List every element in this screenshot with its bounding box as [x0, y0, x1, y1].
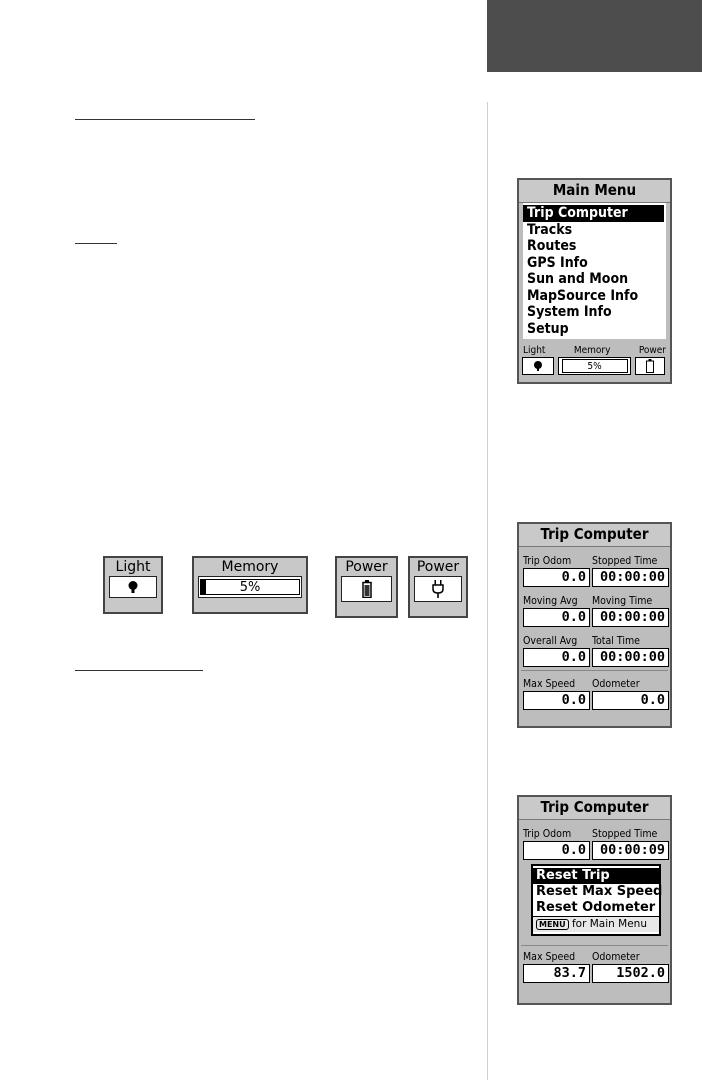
power-box [341, 576, 392, 602]
power-label: Power [345, 559, 388, 575]
odometer-value: 0.0 [592, 691, 669, 710]
bulb-icon [127, 580, 139, 594]
trip-odom-label: Trip Odom [523, 828, 572, 840]
menu-item-trip-computer[interactable]: Trip Computer [523, 205, 664, 222]
stopped-time-label: Stopped Time [592, 828, 658, 840]
light-label: Light [115, 559, 151, 575]
max-speed-label: Max Speed [523, 678, 576, 690]
heading-rule [75, 670, 203, 671]
power-external-closeup [408, 556, 468, 618]
power-box [414, 576, 462, 602]
bulb-icon [533, 360, 543, 372]
overall-avg-label: Overall Avg [523, 635, 578, 647]
overall-avg-value: 0.0 [523, 648, 590, 667]
total-time-label: Total Time [592, 635, 640, 647]
menu-hint [533, 916, 659, 932]
menu-item-gps-info[interactable]: GPS Info [527, 254, 588, 271]
stopped-time-value: 00:00:09 [592, 841, 669, 860]
light-label: Light [523, 345, 546, 356]
screen-title: Main Menu [519, 180, 670, 203]
memory-label: Memory [573, 345, 611, 356]
reset-trip-option[interactable]: Reset Trip [533, 868, 659, 884]
menu-item-mapsource-info[interactable]: MapSource Info [527, 287, 639, 304]
menu-item-system-info[interactable]: System Info [527, 304, 612, 320]
divider [521, 670, 668, 671]
menu-item-setup[interactable]: Setup [527, 320, 569, 337]
chapter-tab [487, 0, 702, 72]
menu-item-tracks[interactable]: Tracks [527, 221, 573, 238]
menu-item-sun-and-moon[interactable]: Sun and Moon [527, 271, 629, 287]
total-time-value: 00:00:00 [592, 648, 669, 667]
moving-time-value: 00:00:00 [592, 608, 669, 627]
odometer-label: Odometer [592, 951, 640, 963]
trip-odom-value: 0.0 [523, 568, 590, 587]
trip-computer-screen [517, 522, 672, 728]
max-speed-value: 0.0 [523, 691, 590, 710]
screen-title: Trip Computer [519, 524, 670, 547]
light-box [109, 576, 157, 598]
light-field[interactable] [522, 357, 554, 375]
reset-odometer-option[interactable]: Reset Odometer [536, 900, 656, 915]
max-speed-value: 83.7 [523, 964, 590, 983]
screen-title: Trip Computer [519, 797, 670, 820]
trip-odom-value: 0.0 [523, 841, 590, 860]
menu-key: MENU [536, 919, 569, 930]
status-boxes [519, 356, 670, 376]
moving-avg-label: Moving Avg [523, 595, 578, 607]
main-menu-list [523, 203, 666, 339]
memory-bar-fill [201, 580, 206, 594]
odometer-value: 1502.0 [592, 964, 669, 983]
power-label: Power [416, 559, 460, 575]
trip-options-menu [531, 864, 661, 936]
stopped-time-label: Stopped Time [592, 555, 658, 567]
power-field [635, 357, 665, 375]
power-battery-closeup [335, 556, 398, 618]
reset-max-speed-option[interactable]: Reset Max Speed [536, 884, 663, 899]
light-field-closeup [103, 556, 163, 614]
battery-icon [646, 359, 654, 373]
heading-rule [75, 119, 255, 120]
power-label: Power [638, 345, 666, 356]
battery-icon [362, 580, 372, 598]
memory-percent: 5% [239, 579, 261, 595]
trip-odom-label: Trip Odom [523, 555, 572, 567]
max-speed-label: Max Speed [523, 951, 576, 963]
subheading-rule [75, 243, 117, 244]
memory-field-closeup [192, 556, 308, 614]
main-menu-screen [517, 178, 672, 384]
status-labels [519, 345, 670, 356]
memory-bar: 5% [562, 359, 628, 373]
memory-label: Memory [221, 559, 279, 575]
menu-hint-text: for Main Menu [571, 918, 647, 930]
menu-item-routes[interactable]: Routes [527, 238, 577, 254]
moving-time-label: Moving Time [592, 595, 653, 607]
odometer-label: Odometer [592, 678, 640, 690]
memory-field [558, 357, 631, 375]
moving-avg-value: 0.0 [523, 608, 590, 627]
memory-bar [200, 579, 300, 595]
column-divider [487, 102, 488, 1080]
stopped-time-value: 00:00:00 [592, 568, 669, 587]
memory-box [198, 576, 302, 598]
divider [521, 945, 668, 946]
plug-icon [432, 580, 444, 598]
